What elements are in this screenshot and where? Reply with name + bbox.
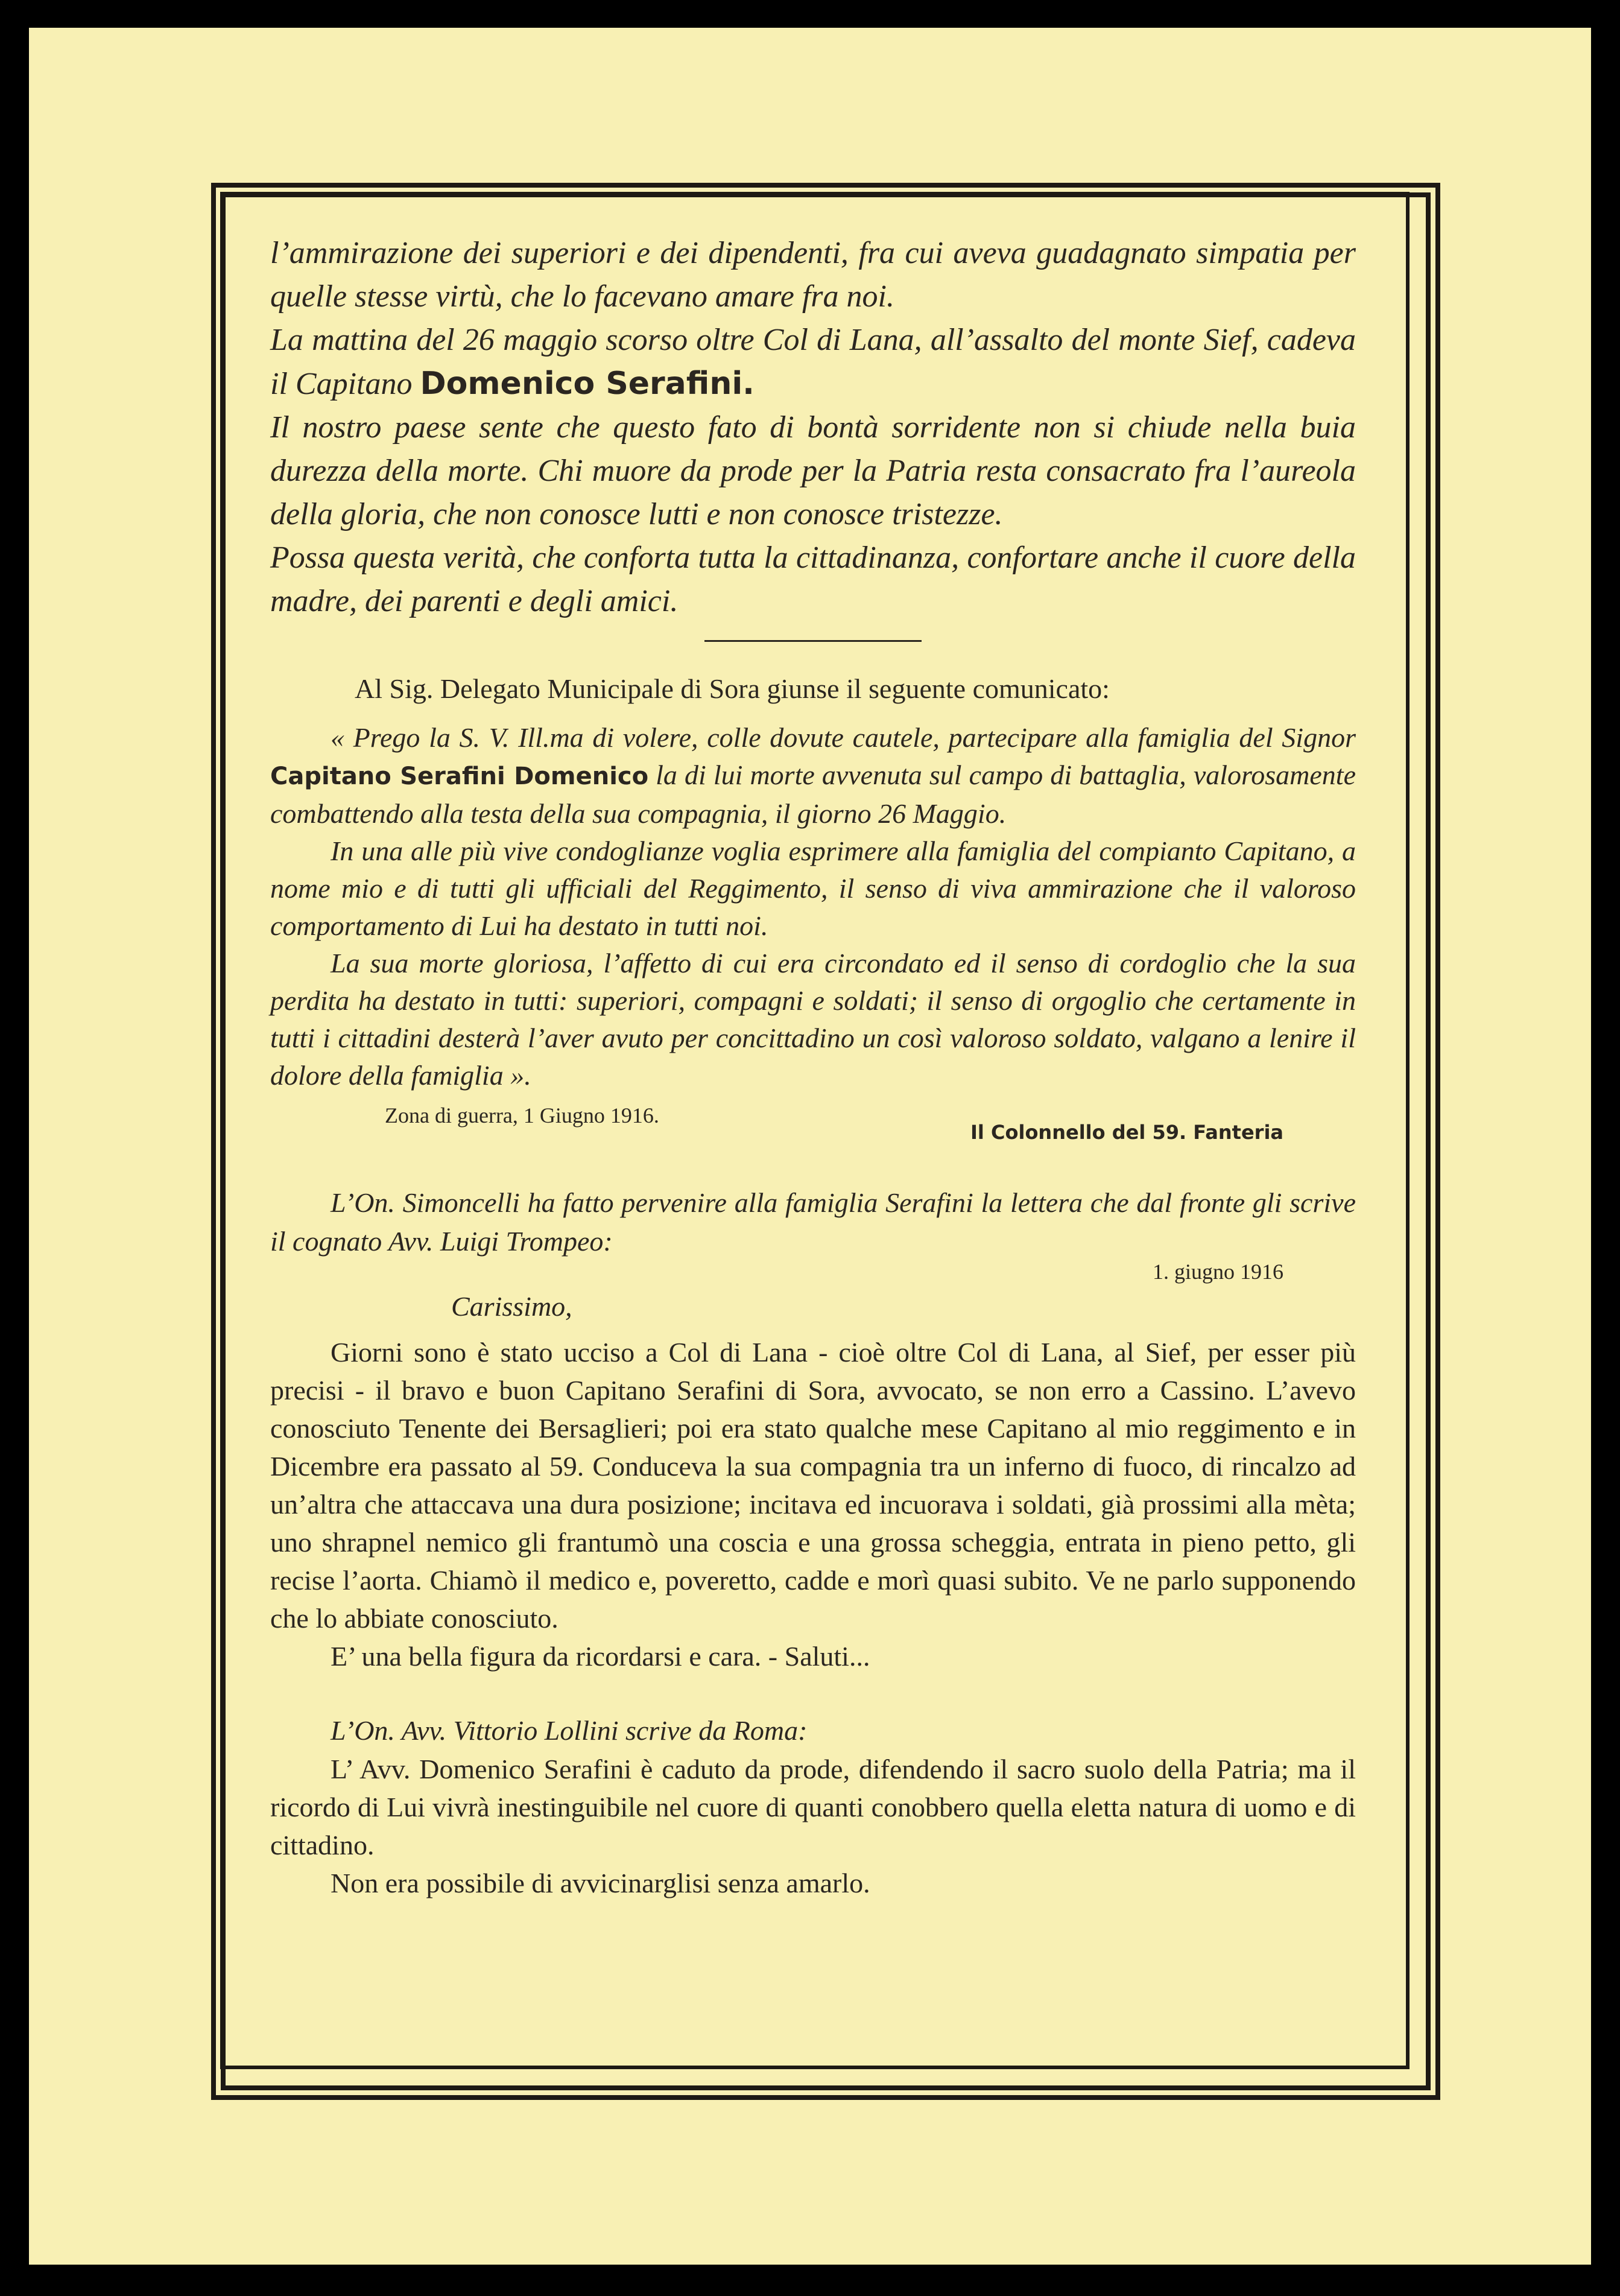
paragraph-intro: l’ammirazione dei superiori e dei dipendenti, fra cui aveva guadagnato simpatia per quelle stesse virtù, che lo facevano amare fra noi. [270,236,1356,314]
letter1-closing: E’ una bella figura da ricordarsi e cara. - Saluti... [331,1641,870,1672]
communique-quote-3: La sua morte gloriosa, l’affetto di cui era circondato ed il senso di cordoglio che la sua perdita ha destato in tutti: superiori, compagni e soldati; il senso di orgoglio che certamente in tutti i cittadini desterà l’aver avuto per concittadino un così valoroso soldato, valgano a lenire il dolore della famiglia ». [270,948,1356,1091]
communique-signature-row [270,1103,1356,1169]
quote-1-before: « Prego la S. V. Ill.ma di volere, colle dovute cautele, partecipare alla famiglia del Signor [331,722,1356,753]
letter1-intro: L’On. Simoncelli ha fatto pervenire alla famiglia Serafini la lettera che dal fronte gli scrive il cognato Avv. Luigi Trompeo: [270,1187,1356,1257]
communique-quote-1 [270,719,1356,832]
paragraph-comfort: Possa questa verità, che conforta tutta la cittadinanza, confortare anche il cuore della madre, dei parenti e degli amici. [270,541,1356,618]
letter1-date: 1. giugno 1916 [1152,1260,1283,1284]
communique-place-date: Zona di guerra, 1 Giugno 1916. [385,1103,659,1127]
letter2-body: L’ Avv. Domenico Serafini è caduto da prode, difendendo il sacro suolo della Patria; ma il ricordo di Lui vivrà inestinguibile nel cuore di quanti conobbero quella eletta natura di uomo e di cittadino. [270,1754,1356,1860]
communique-signature: Il Colonnello del 59. Fanteria [970,1121,1283,1144]
letter1-salutation: Carissimo, [451,1291,572,1322]
communique-quote-2: In una alle più vive condoglianze voglia esprimere alla famiglia del compianto Capitano, a nome mio e di tutti gli ufficiali del Reggimento, il senso di viva ammirazione che il valoroso comportamento di Lui ha destato in tutti noi. [270,836,1356,941]
quote-1-after: la di lui morte avvenuta sul campo di battaglia, valorosamente combattendo alla testa della sua compagnia, il giorno 26 Maggio. [270,760,1356,829]
divider-rule [704,640,922,642]
communique-lead: Al Sig. Delegato Municipale di Sora giunse il seguente comunicato: [355,673,1110,704]
paragraph-honor: Il nostro paese sente che questo fato di bontà sorridente non si chiude nella buia durezza della morte. Chi muore da prode per la Patria resta consacrato fra l’aureola della gloria, che non conosce lutti e non conosce tristezze. [270,410,1356,531]
paragraph-death [270,319,1356,406]
document-body [270,232,1356,1902]
letter2-intro: L’On. Avv. Vittorio Lollini scrive da Roma: [331,1715,808,1746]
death-text: La mattina del 26 maggio scorso oltre Col di Lana, all’assalto del monte Sief, cadeva il Capitano [270,323,1356,401]
letter2-closing: Non era possibile di avvicinarglisi senza amarlo. [331,1868,870,1898]
section-gap [270,1675,1356,1711]
captain-name: Domenico Serafini. [420,366,755,402]
letter1-body: Giorni sono è stato ucciso a Col di Lana - cioè oltre Col di Lana, al Sief, per esser più precisi - il bravo e buon Capitano Serafini di Sora, avvocato, se non erro a Cassino. L’avevo conosciuto Tenente dei Bersaglieri; poi era stato qualche mese Capitano al mio reggimento e in Dicembre era passato al 59. Conduceva la sua compagnia tra un inferno di fuoco, di rincalzo ad un’altra che attaccava una dura posizione; incitava ed incuorava i soldati, già prossimi alla mèta; uno shrapnel nemico gli frantumò una coscia e una grossa scheggia, entrata in pieno petto, gli recise l’aorta. Chiamò il medico e, poveretto, cadde e morì quasi subito. Ve ne parlo supponendo che lo abbiate conosciuto. [270,1337,1356,1634]
quote-1-name: Capitano Serafini Domenico [270,763,649,790]
